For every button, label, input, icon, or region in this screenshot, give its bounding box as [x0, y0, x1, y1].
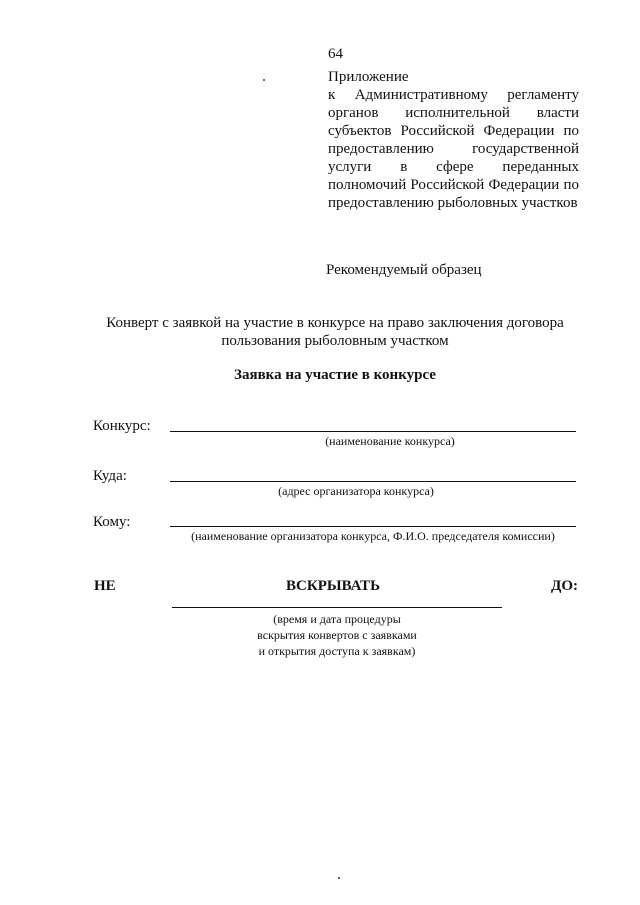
recipient-hint: (наименование организатора конкурса, Ф.И.О. председателя комиссии) — [191, 529, 555, 543]
contest-label: Конкурс: — [93, 418, 151, 434]
sample-label: Рекомендуемый образец — [326, 262, 482, 278]
do-not-open-do: ДО: — [551, 578, 578, 594]
time-hint-line-1: (время и дата процедуры — [273, 612, 401, 626]
do-not-open-vskryvat: ВСКРЫВАТЬ — [286, 578, 381, 594]
scan-speck — [263, 79, 265, 81]
recipient-label: Кому: — [93, 514, 131, 530]
destination-line — [170, 481, 576, 482]
scan-speck — [338, 877, 340, 879]
time-hint-line-3: и открытия доступа к заявкам) — [258, 644, 416, 658]
appendix-block — [328, 68, 579, 212]
appendix-body: к Административному регламенту органов исполнительной власти субъектов Российской Федерации по предоставлению государственной услуги в сфере переданных полномочий Российской Федерации по предоставлению рыболовных участков — [328, 87, 579, 211]
envelope-heading: Конверт с заявкой на участие в конкурсе на право заключения договора пользования рыболовным участком — [106, 315, 564, 349]
destination-hint: (адрес организатора конкурса) — [278, 484, 434, 498]
recipient-line — [170, 526, 576, 527]
time-hint — [172, 611, 502, 659]
time-line — [172, 607, 502, 608]
destination-label: Куда: — [93, 468, 127, 484]
contest-line — [170, 431, 576, 432]
page-number: 64 — [328, 46, 343, 62]
application-subheading: Заявка на участие в конкурсе — [234, 367, 436, 383]
appendix-title: Приложение — [328, 69, 409, 85]
contest-hint: (наименование конкурса) — [325, 434, 455, 448]
do-not-open-ne: НЕ — [94, 578, 116, 594]
time-hint-line-2: вскрытия конвертов с заявками — [257, 628, 417, 642]
